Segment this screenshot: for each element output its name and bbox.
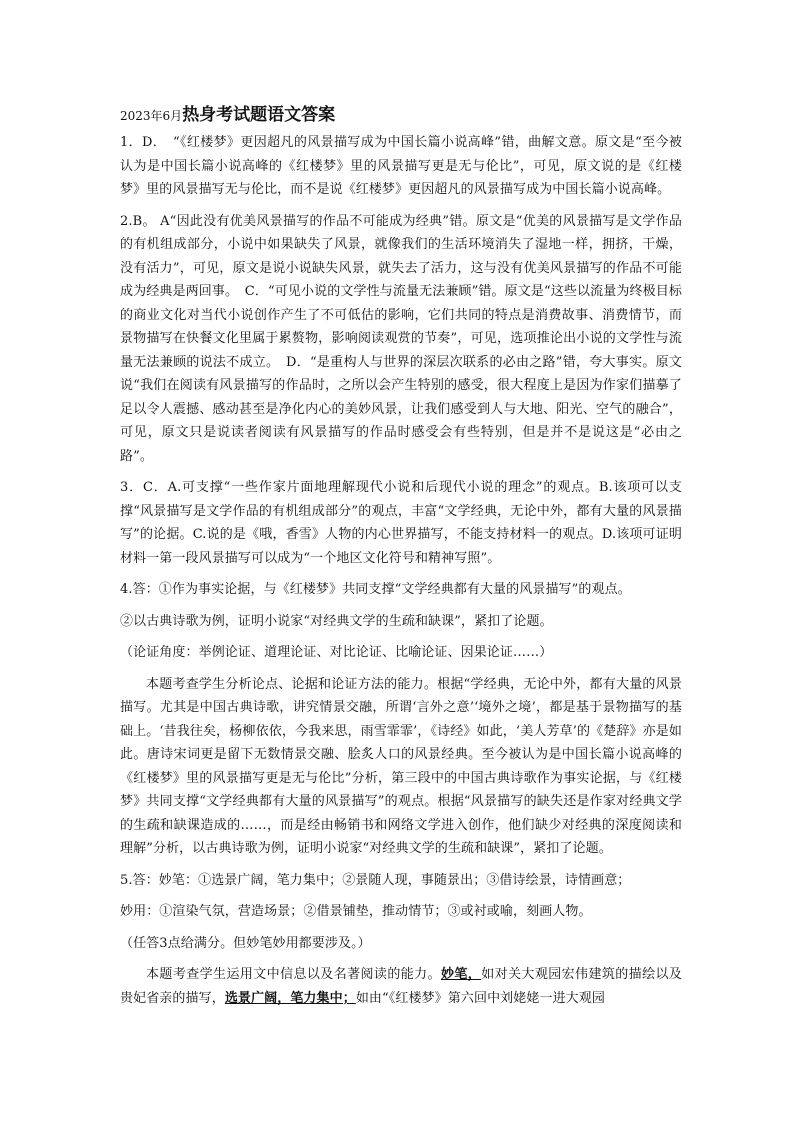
answer-q5-note: （任答3点给满分。但妙笔妙用都要涉及。） (120, 935, 371, 951)
answer-q3: 3．C．A.可支撑“一些作家片面地理解现代小说和后现代小说的理念”的观点。B.该项可以支撑“风景描写是文学作品的有机组成部分”的观点，丰富“文学经典，无论中外，都有大量的风景描写”的论据。C.说的是《哦，香雪》人物的内心世界描写，不能支持材料一的观点。D.该项可证明材料一第一段风景描写可以成为“一个地区文化符号和精神写照”。 (120, 480, 682, 566)
title-main: 热身考试题语文答案 (182, 105, 336, 125)
answer-q2: 2.B。 A“因此没有优美风景描写的作品不可能成为经典”错。原文是“优美的风景描写是文学作品的有机组成部分，小说中如果缺失了风景，就像我们的生活环境消失了湿地一样，拥挤，干燥，没有活力”，可见，原文是说小说缺失风景，就失去了活力，这与没有优美风景描写的作品不可能成为经典是两回事。 C．“可见小说的文学性与流量无法兼顾”错。原文是“这些以流量为终极目标的商业文化对当代小说创作产生了不可低估的影响，它们共同的特点是消费故事、消费情节，而景物描写在快餐文化里属于累赘物，影响阅读观赏的节奏”，可见，选项推论出小说的文学性与流量无法兼顾的说法不成立。 D．“是重构人与世界的深层次联系的必由之路”错，夸大事实。原文说“我们在阅读有风景描写的作品时，之所以会产生特别的感受，很大程度上是因为作家们描摹了足以令人震撼、感动甚至是净化内心的美妙风景，让我们感受到人与大地、阳光、空气的融合”，可见，原文只是说读者阅读有风景描写的作品时感受会有些特别，但是并不是说这是“必由之路”。 (120, 213, 682, 464)
analysis-text-1: 本题考查学生运用文中信息以及名著阅读的能力。 (146, 967, 441, 982)
analysis-text-2: 如对关大观园宏伟建筑的描绘以及贵妃省亲的描写， (120, 967, 682, 1006)
answer-q4-point-1: 4.答：①作为事实论据，与《红楼梦》共同支撑“文学经典都有大量的风景描写”的观点。 (120, 582, 631, 597)
answer-q5-technique: 5.答：妙笔：①选景广阔，笔力集中；②景随人现，事随景出；③借诗绘景，诗情画意； (120, 872, 631, 888)
answer-q5-analysis (120, 963, 682, 1010)
title-prefix: 2023年6月 (120, 109, 183, 123)
underlined-term-2: 选景广阔，笔力集中； (224, 990, 356, 1006)
answer-q4-analysis: 本题考查学生分析论点、论据和论证方法的能力。根据“学经典，无论中外，都有大量的风景描写。尤其是中国古典诗歌，讲究情景交融，所谓‘言外之意’‘境外之境’，都是基于景物描写的基础上。‘昔我往矣，杨柳依依，今我来思，雨雪霏霏’，《诗经》如此，‘美人芳草’的《楚辞》亦是如此。唐诗宋词更是留下无数情景交融、脍炙人口的风景经典。至今被认为是中国长篇小说高峰的《红楼梦》里的风景描写更是无与伦比”分析，第三段中的中国古典诗歌作为事实论据，与《红楼梦》共同支撑“文学经典都有大量的风景描写”的观点。根据“风景描写的缺失还是作家对经典文学的生疏和缺课造成的……，而是经由畅销书和网络文学进入创作，他们缺少对经典的深度阅读和理解”分析，以古典诗歌为例，证明小说家“对经典文学的生疏和缺课”，紧扣了论题。 (120, 676, 682, 856)
answer-q4-point-2: ②以古典诗歌为例，证明小说家“对经典文学的生疏和缺课”，紧扣了论题。 (120, 613, 553, 629)
answer-q5-function: 妙用：①渲染气氛，营造场景；②借景铺垫，推动情节；③或衬或喻，刻画人物。 (120, 904, 592, 919)
underlined-term-1: 妙笔， (440, 967, 482, 982)
answer-q4-note: （论证角度：举例论证、道理论证、对比论证、比喻论证、因果论证……） (120, 645, 553, 660)
answer-q1: 1．D． “《红楼梦》更因超凡的风景描写成为中国长篇小说高峰”错，曲解文意。原文是“至今被认为是中国长篇小说高峰的《红楼梦》里的风景描写更是无与伦比”，可见，原文说的是《红楼梦》里的风景描写无与伦比，而不是说《红楼梦》更因超凡的风景描写成为中国长篇小说高峰。 (120, 135, 682, 197)
answer-document (120, 104, 682, 1018)
page-title (120, 104, 682, 127)
analysis-text-3: 如由“《红楼梦》第六回中刘姥姥一进大观园 (355, 990, 605, 1006)
